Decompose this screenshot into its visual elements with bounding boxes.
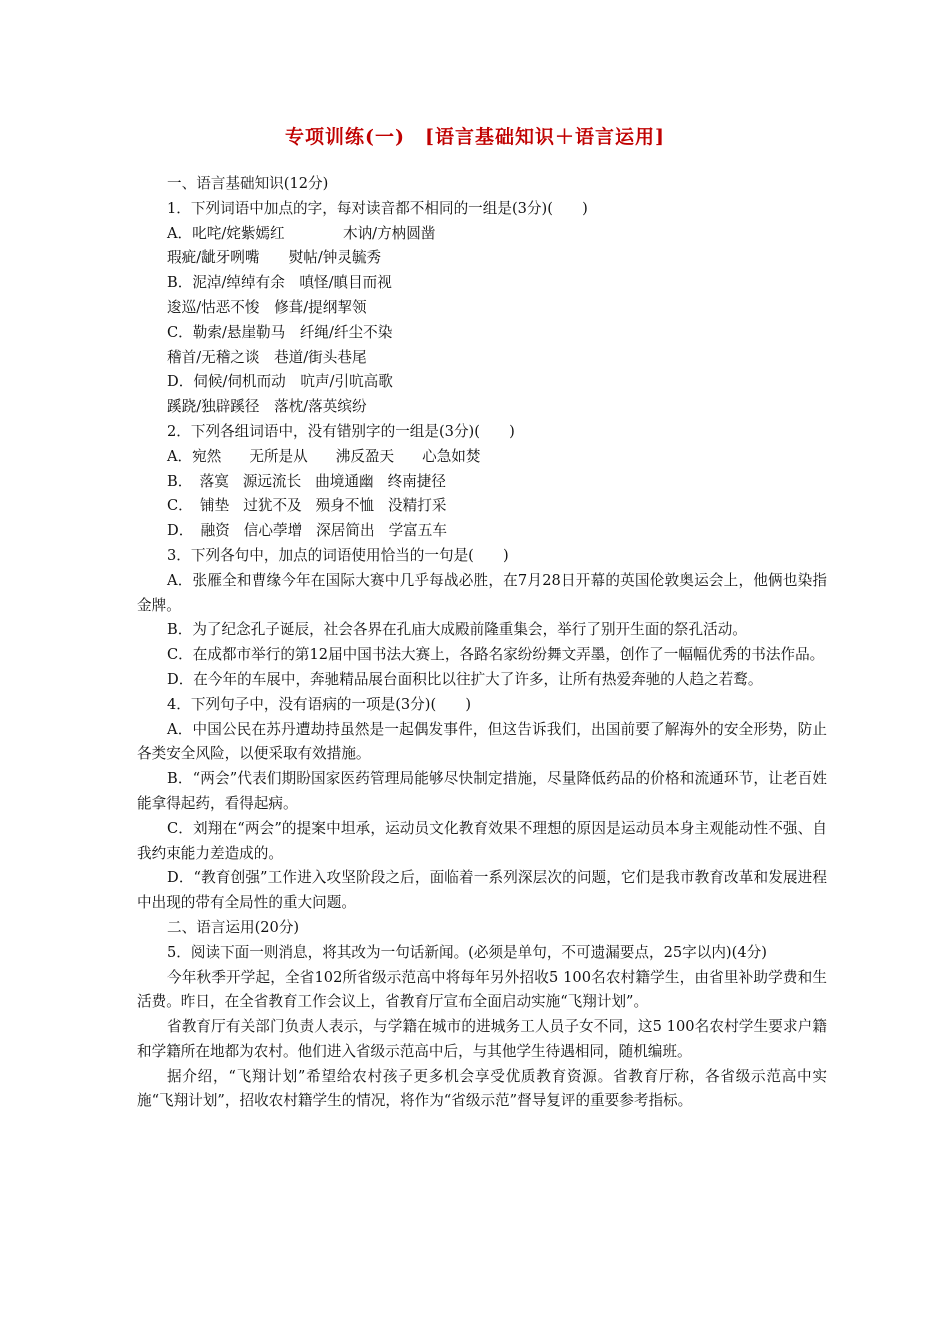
word: 深居简出 — [316, 522, 375, 540]
option-a-line2: 瑕疵/龇牙咧嘴 熨帖/钟灵毓秀 — [167, 249, 382, 267]
option-a: A．中国公民在苏丹遭劫持虽然是一起偶发事件，但这告诉我们，出国前要了解海外的安全形势，防止各类安全风险，以便采取有效措施。 — [137, 720, 827, 763]
passage-paragraph: 今年秋季开学起，全省102所省级示范高中将每年另外招收5 100名农村籍学生，由省里补助学费和生活费。昨日，在全省教育工作会议上，省教育厅宣布全面启动实施“飞翔计划”。 — [137, 968, 827, 1011]
word: 心急如焚 — [422, 447, 481, 465]
option-d: D．在今年的车展中，奔驰精品展台面积比以往扩大了许多，让所有热爱奔驰的人趋之若鹜。 — [167, 670, 763, 688]
question-stem: 1．下列词语中加点的字，每对读音都不相同的一组是(3分)( ) — [167, 199, 588, 217]
option-a — [137, 445, 827, 470]
question-stem: 5．阅读下面一则消息，将其改为一句话新闻。(必须是单句，不可遗漏要点，25字以内)(4分) — [167, 943, 767, 961]
document-body — [137, 172, 827, 1114]
document-title: 专项训练(一) [语言基础知识＋语言运用] — [285, 126, 665, 148]
option-a: A．张雁全和曹缘今年在国际大赛中几乎每战必胜，在7月28日开幕的英国伦敦奥运会上，他俩也染指金牌。 — [137, 571, 827, 614]
word: 源远流长 — [242, 472, 302, 490]
word: B． 落寞 — [167, 472, 229, 490]
word: 信心荸增 — [243, 522, 303, 540]
option-c: C．在成都市举行的第12届中国书法大赛上，各路名家纷纷舞文弄墨，创作了一幅幅优秀的书法作品。 — [167, 646, 825, 664]
option-c-line1: C．勒索/悬崖勒马 纤绳/纤尘不染 — [167, 323, 393, 341]
option-d — [137, 519, 827, 544]
word: 过犹不及 — [243, 497, 302, 515]
option-b-line2: 逡巡/怙恶不悛 修葺/提纲挈领 — [167, 298, 367, 316]
question-stem: 4．下列句子中，没有语病的一项是(3分)( ) — [167, 695, 472, 713]
option-b — [137, 470, 827, 495]
option-b: B．为了纪念孔子诞辰，社会各界在孔庙大成殿前隆重集会，举行了别开生面的祭孔活动。 — [167, 621, 747, 639]
question-stem: 3．下列各句中，加点的词语使用恰当的一句是( ) — [167, 546, 509, 564]
option-d-line2: 蹊跷/独辟蹊径 落枕/落英缤纷 — [167, 398, 367, 416]
word: 曲境通幽 — [315, 472, 374, 490]
word: 没精打采 — [388, 497, 447, 515]
word: 学富五车 — [388, 522, 447, 540]
option-c: C．刘翔在“两会”的提案中坦承，运动员文化教育效果不理想的原因是运动员本身主观能动性不强、自我约束能力差造成的。 — [137, 819, 827, 862]
section-heading: 一、语言基础知识(12分) — [167, 175, 329, 192]
option-c — [137, 494, 827, 519]
option-d-line1: D．伺候/伺机而动 吭声/引吭高歌 — [167, 373, 393, 391]
word: 殒身不恤 — [315, 497, 375, 515]
word: 终南捷径 — [387, 472, 446, 490]
option-a-line1: A．叱咤/姹紫嫣红 木讷/方枘圆凿 — [167, 224, 436, 242]
option-d: D．“教育创强”工作进入攻坚阶段之后，面临着一系列深层次的问题，它们是我市教育改革和发展进程中出现的带有全局性的重大问题。 — [137, 869, 827, 912]
question-stem: 2．下列各组词语中，没有错别字的一组是(3分)( ) — [167, 422, 515, 440]
word: C． 铺垫 — [167, 497, 230, 515]
option-b-line1: B．泥淖/绰绰有余 嗔怪/瞋目而视 — [167, 274, 392, 292]
passage-paragraph: 省教育厅有关部门负责人表示，与学籍在城市的进城务工人员子女不同，这5 100名农村学生要求户籍和学籍所在地都为农村。他们进入省级示范高中后，与其他学生待遇相同，随机编班。 — [137, 1018, 827, 1060]
word: 无所是从 — [249, 447, 308, 465]
option-c-line2: 稽首/无稽之谈 巷道/街头巷尾 — [167, 348, 367, 366]
option-b: B．“两会”代表们期盼国家医药管理局能够尽快制定措施，尽量降低药品的价格和流通环节，让老百姓能拿得起药，看得起病。 — [137, 770, 827, 812]
word: D． 融资 — [167, 522, 230, 540]
word: A．宛然 — [167, 447, 222, 465]
section-heading: 二、语言运用(20分) — [167, 918, 300, 936]
passage-paragraph: 据介绍，“飞翔计划”希望给农村孩子更多机会享受优质教育资源。省教育厅称，各省级示范高中实施“飞翔计划”，招收农村籍学生的情况，将作为“省级示范”督导复评的重要参考指标。 — [137, 1067, 827, 1110]
word: 沸反盈天 — [335, 447, 395, 465]
